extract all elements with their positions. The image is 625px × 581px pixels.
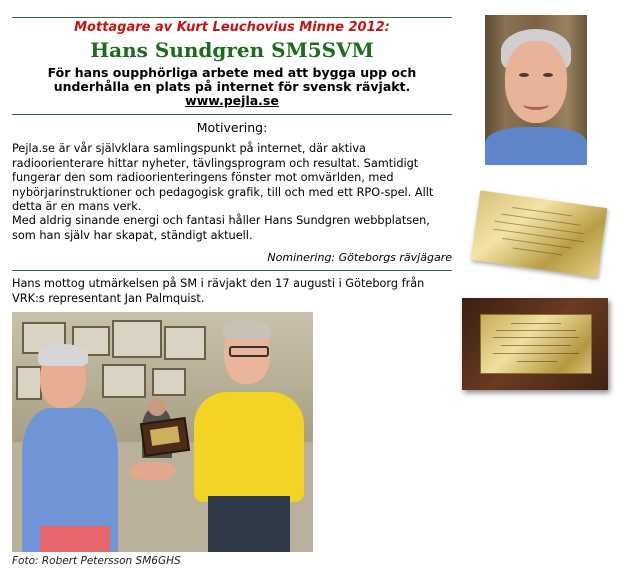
photo-caption: Foto: Robert Petersson SM6GHS [12, 555, 181, 567]
motivation-paragraph-2: Med aldrig sinande energi och fantasi håller Hans Sundgren webbplatsen, som han själv har skapat, ständigt aktuell. [12, 214, 430, 242]
top-rule [12, 17, 452, 18]
honoree-portrait [485, 15, 587, 165]
award-reason [12, 66, 452, 108]
award-reason-text: För hans oupphörliga arbete med att bygga upp och underhålla en plats på internet för svensk rävjakt. [47, 65, 417, 94]
section-rule [12, 114, 452, 115]
motivation-paragraph-1: Pejla.se är vår självklara samlingspunkt på internet, där aktiva radioorienterare hittar nyheter, tävlingsprogram och resultat. Samtidigt fungerar den som radioorienteringens fönster mot omvärlden, med nybörjarinstruktioner och pedagogisk grafik, till och med ett RPO-spel. Allt detta är en mans verk. [12, 142, 434, 213]
ceremony-text: Hans mottog utmärkelsen på SM i rävjakt den 17 augusti i Göteborg från VRK:s representant Jan Palmquist. [12, 277, 425, 305]
nomination-credit: Nominering: Göteborgs rävjägare [267, 251, 452, 264]
honoree-name: Hans Sundgren SM5SVM [90, 38, 374, 62]
award-plaque-in-photo [140, 417, 190, 457]
pejla-link[interactable]: www.pejla.se [185, 93, 279, 108]
brass-plaque-image [471, 190, 607, 277]
motivation-heading: Motivering: [196, 120, 268, 135]
award-title: Mottagare av Kurt Leuchovius Minne 2012: [74, 20, 390, 35]
lower-rule [12, 270, 452, 271]
ceremony-photo [12, 312, 313, 552]
wooden-plaque-image [462, 298, 608, 390]
